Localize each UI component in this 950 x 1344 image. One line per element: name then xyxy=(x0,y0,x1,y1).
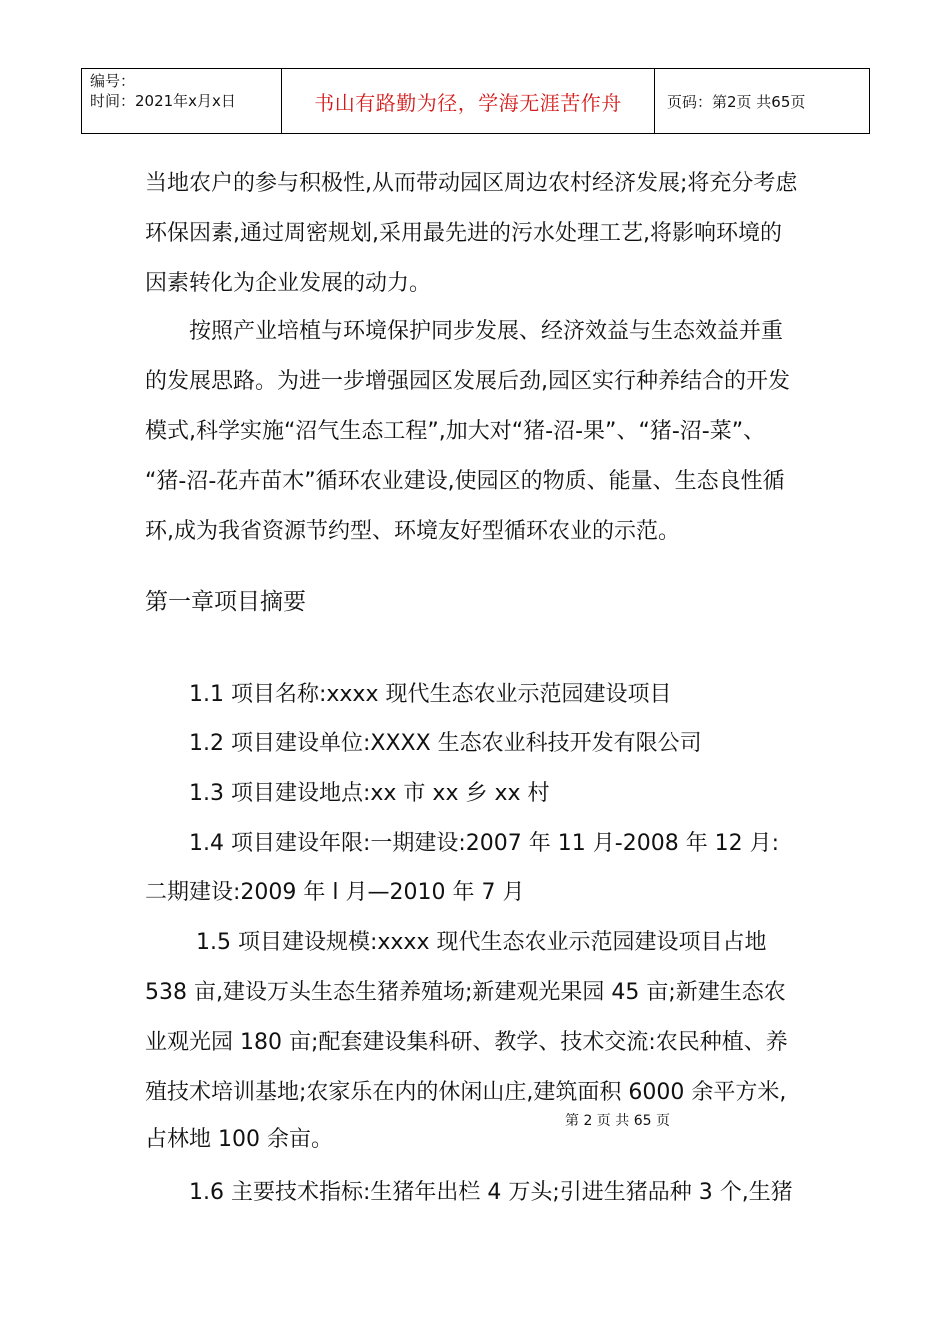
paragraph-line: 当地农户的参与积极性,从而带动园区周边农村经济发展;将充分考虑 xyxy=(145,171,798,196)
paragraph-line: 殖技术培训基地;农家乐在内的休闲山庄,建筑面积 6000 余平方米, xyxy=(145,1080,787,1105)
paragraph-line: 环,成为我省资源节约型、环境友好型循环农业的示范。 xyxy=(145,519,680,544)
paragraph-line: 环保因素,通过周密规划,采用最先进的污水处理工艺,将影响环境的 xyxy=(145,221,782,246)
chapter-heading: 第一章项目摘要 xyxy=(145,589,306,615)
header-page-cell xyxy=(655,69,869,133)
paragraph-line: 538 亩,建设万头生态生猪养殖场;新建观光果园 45 亩;新建生态农 xyxy=(145,980,786,1005)
paragraph-line: 模式,科学实施“沼气生态工程”,加大对“猪-沼-果”、“猪-沼-菜”、 xyxy=(145,419,766,444)
header-info-cell xyxy=(82,69,282,133)
document-time-label: 时间：2021年x月x日 xyxy=(90,92,236,110)
section-item: 1.5 项目建设规模:xxxx 现代生态农业示范园建设项目占地 xyxy=(145,930,767,955)
header-motto: 书山有路勤为径，学海无涯苦作舟 xyxy=(314,90,622,115)
section-item: 1.1 项目名称:xxxx 现代生态农业示范园建设项目 xyxy=(145,682,672,707)
header-motto-cell xyxy=(282,69,655,133)
paragraph-line: 按照产业培植与环境保护同步发展、经济效益与生态效益并重 xyxy=(145,319,784,344)
document-number-label: 编号： xyxy=(90,72,136,90)
section-item: 1.4 项目建设年限:一期建设:2007 年 11 月-2008 年 12 月: xyxy=(145,831,780,856)
paragraph-line: “猪-沼-花卉苗木”循环农业建设,使园区的物质、能量、生态良性循 xyxy=(145,469,785,494)
paragraph-line: 占林地 100 余亩。 xyxy=(145,1127,333,1152)
header-table xyxy=(81,68,870,134)
section-item: 1.3 项目建设地点:xx 市 xx 乡 xx 村 xyxy=(145,781,550,806)
section-item: 1.6 主要技术指标:生猪年出栏 4 万头;引进生猪品种 3 个,生猪 xyxy=(145,1180,793,1205)
section-item: 1.2 项目建设单位:XXXX 生态农业科技开发有限公司 xyxy=(145,731,702,756)
paragraph-line: 的发展思路。为进一步增强园区发展后劲,园区实行种养结合的开发 xyxy=(145,369,790,394)
page-footer: 第 2 页 共 65 页 xyxy=(565,1113,670,1129)
paragraph-line: 业观光园 180 亩;配套建设集科研、教学、技术交流:农民种植、养 xyxy=(145,1030,788,1055)
paragraph-line: 二期建设:2009 年 l 月—2010 年 7 月 xyxy=(145,880,525,905)
paragraph-line: 因素转化为企业发展的动力。 xyxy=(145,271,432,296)
header-page-number: 页码：第2页 共65页 xyxy=(667,92,806,111)
